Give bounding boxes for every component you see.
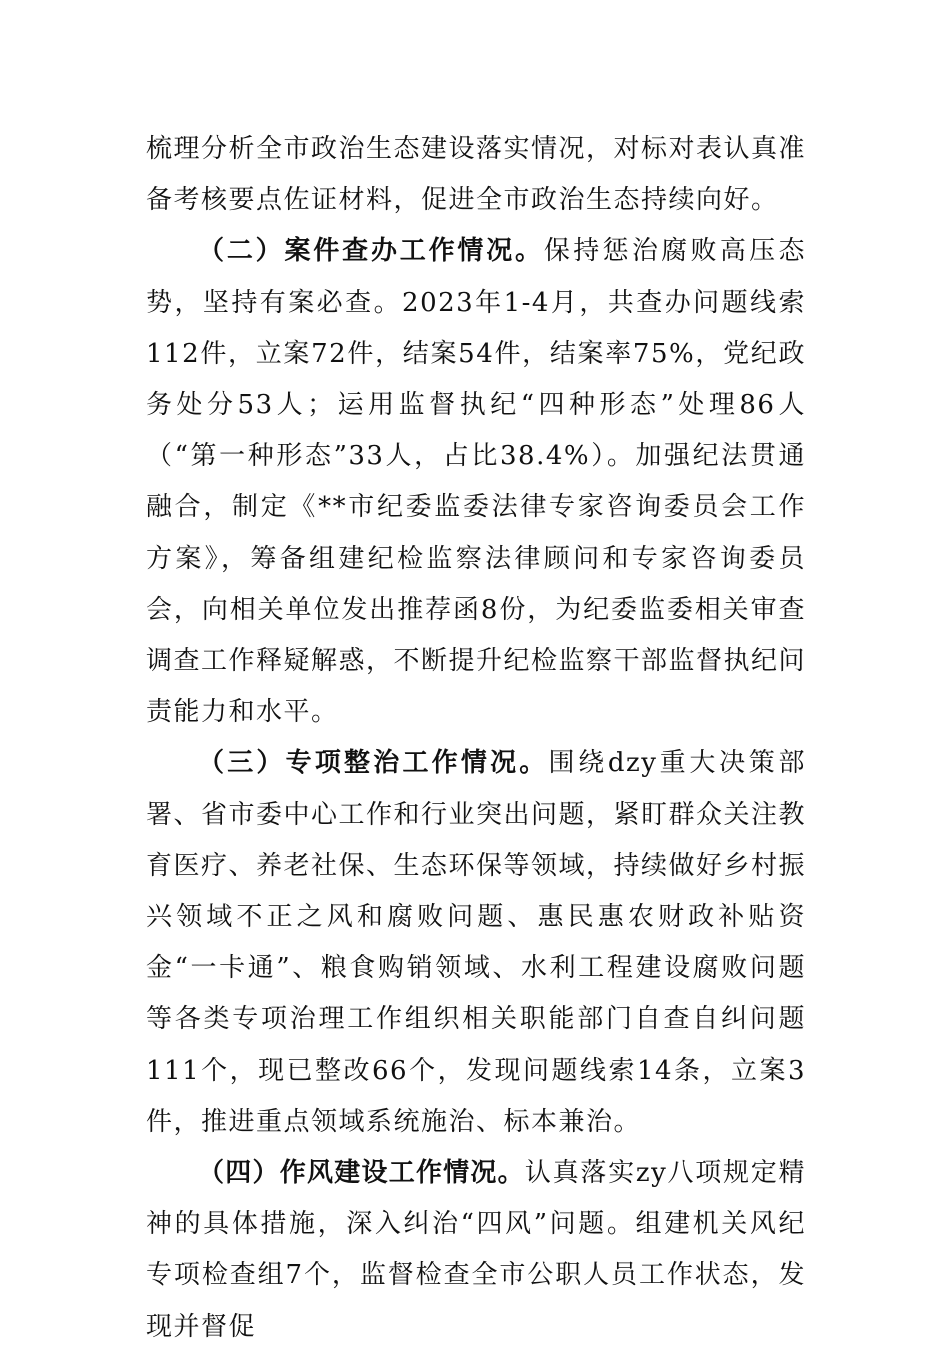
document-body	[146, 124, 806, 1353]
section-heading-work-style: （四）作风建设工作情况。	[198, 1158, 525, 1189]
paragraph-continuation	[146, 124, 806, 226]
section-heading-special-rectification: （三）专项整治工作情况。	[198, 748, 549, 779]
section-heading-case-handling: （二）案件查办工作情况。	[198, 236, 544, 267]
paragraph-case-handling	[146, 226, 806, 738]
paragraph-text: 认真落实zy八项规定精神的具体措施，深入纠治“四风”问题。组建机关风纪专项检查组7个，监督检查全市公职人员工作状态，发现并督促	[146, 1158, 806, 1342]
paragraph-special-rectification	[146, 738, 806, 1148]
paragraph-text: 围绕dzy重大决策部署、省市委中心工作和行业突出问题，紧盯群众关注教育医疗、养老社保、生态环保等领域，持续做好乡村振兴领域不正之风和腐败问题、惠民惠农财政补贴资金“一卡通”、粮食购销领域、水利工程建设腐败问题等各类专项治理工作组织相关职能部门自查自纠问题111个，现已整改66个，发现问题线索14条，立案3件，推进重点领域系统施治、标本兼治。	[146, 748, 807, 1137]
paragraph-text: 保持惩治腐败高压态势，坚持有案必查。2023年1-4月，共查办问题线索112件，立案72件，结案54件，结案率75%，党纪政务处分53人；运用监督执纪“四种形态”处理86人（“第一种形态”33人，占比38.4%）。加强纪法贯通融合，制定《**市纪委监委法律专家咨询委员会工作方案》，筹备组建纪检监察法律顾问和专家咨询委员会，向相关单位发出推荐函8份，为纪委监委相关审查调查工作释疑解惑，不断提升纪检监察干部监督执纪问责能力和水平。	[146, 236, 807, 728]
paragraph-text: 梳理分析全市政治生态建设落实情况，对标对表认真准备考核要点佐证材料，促进全市政治生态持续向好。	[146, 134, 807, 216]
paragraph-work-style	[146, 1148, 806, 1353]
